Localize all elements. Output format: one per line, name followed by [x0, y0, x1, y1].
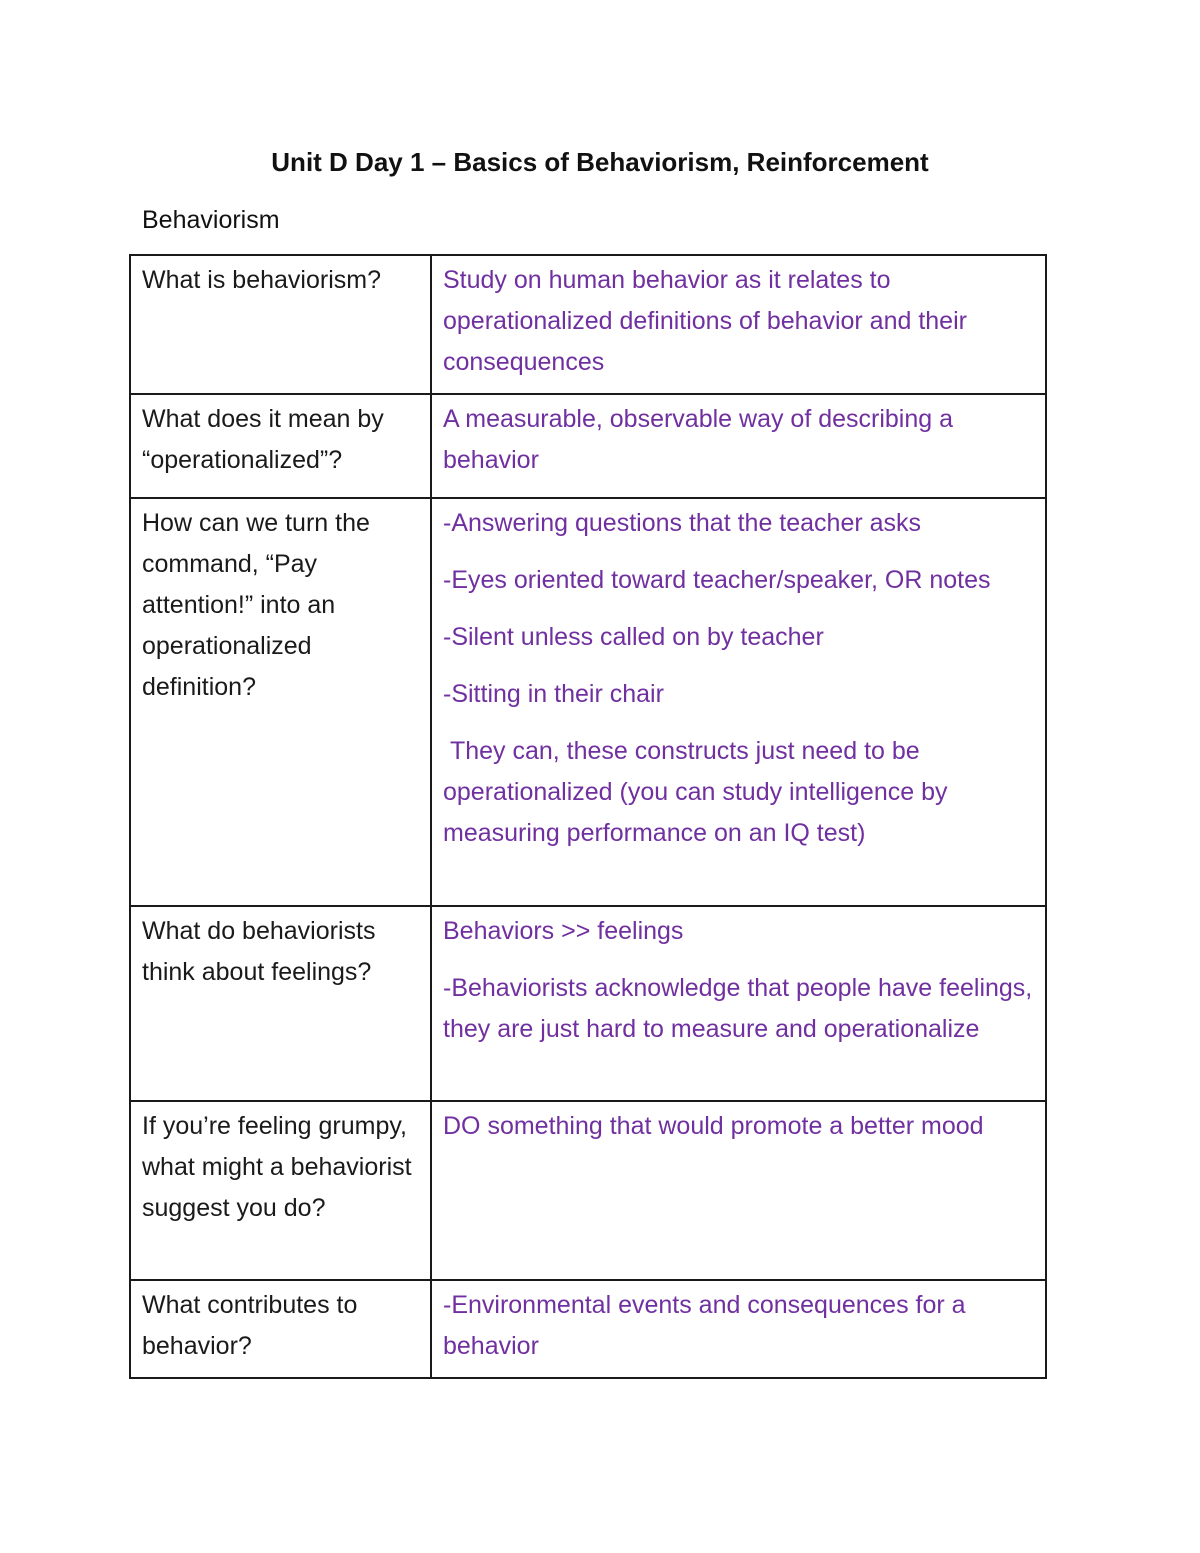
section-heading: Behaviorism [142, 206, 280, 234]
answer-cell [431, 1101, 1046, 1280]
answer-cell [431, 498, 1046, 906]
table-row [130, 255, 1046, 394]
answer-text: -Silent unless called on by teacher [443, 623, 824, 651]
answer-cell [431, 906, 1046, 1101]
question-cell: If you’re feeling grumpy, what might a behaviorist suggest you do? [130, 1101, 431, 1280]
question-cell: What is behaviorism? [130, 255, 431, 394]
table-row [130, 1101, 1046, 1280]
answer-text: Behaviors >> feelings [443, 917, 684, 945]
answer-cell [431, 255, 1046, 394]
table-row [130, 394, 1046, 498]
answer-text: Study on human behavior as it relates to operationalized definitions of behavior and their consequences [443, 266, 967, 376]
question-cell: What contributes to behavior? [130, 1280, 431, 1378]
answer-text: DO something that would promote a better mood [443, 1112, 984, 1140]
answer-text: -Environmental events and consequences for a behavior [443, 1291, 966, 1360]
answer-text: -Sitting in their chair [443, 680, 664, 708]
page-title: Unit D Day 1 – Basics of Behaviorism, Reinforcement [271, 147, 929, 177]
question-cell: What does it mean by “operationalized”? [130, 394, 431, 498]
answer-text: A measurable, observable way of describing a behavior [443, 405, 954, 474]
answer-text: -Answering questions that the teacher asks [443, 509, 922, 537]
qa-table [129, 254, 1047, 1379]
table-row [130, 1280, 1046, 1378]
question-cell: What do behaviorists think about feelings? [130, 906, 431, 1101]
table-row [130, 906, 1046, 1101]
answer-text: They can, these constructs just need to be operationalized (you can study intelligence by measuring performance on an IQ test) [443, 737, 955, 847]
answer-cell [431, 394, 1046, 498]
answer-text: -Eyes oriented toward teacher/speaker, OR notes [443, 566, 991, 594]
answer-text: -Behaviorists acknowledge that people have feelings, they are just hard to measure and operationalize [443, 974, 1033, 1043]
table-row [130, 498, 1046, 906]
question-cell: How can we turn the command, “Pay attention!” into an operationalized definition? [130, 498, 431, 906]
answer-cell [431, 1280, 1046, 1378]
